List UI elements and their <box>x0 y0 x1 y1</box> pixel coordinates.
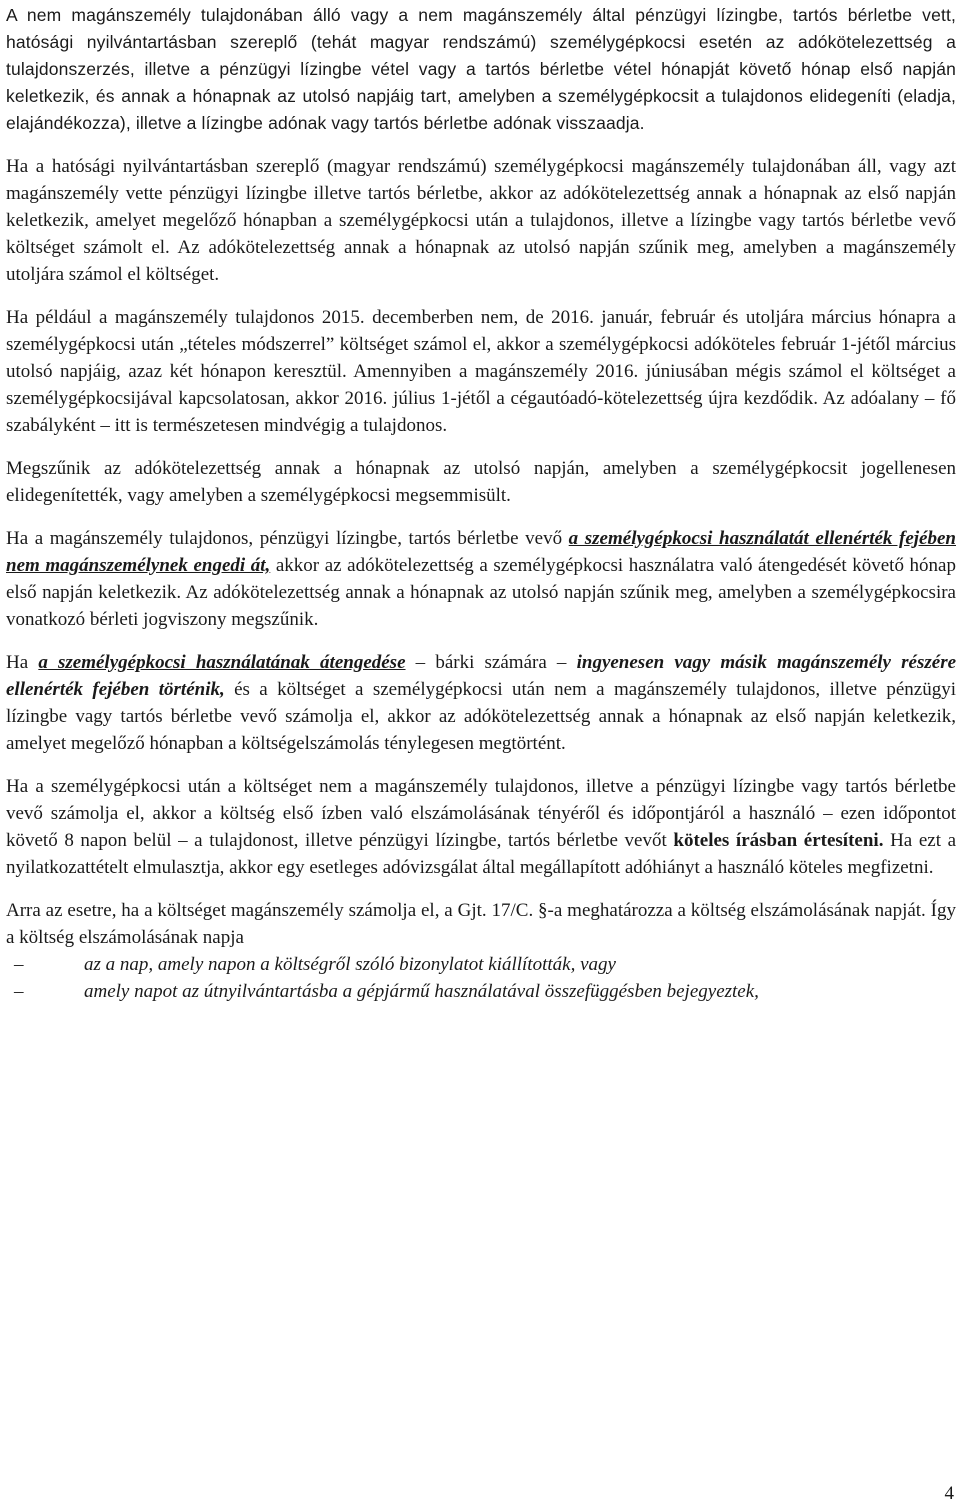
paragraph-transfer-for-consideration <box>6 525 956 633</box>
text-run: Ha <box>6 652 39 673</box>
page-number: 4 <box>944 1483 954 1504</box>
paragraph-tax-obligation-individual: Ha a hatósági nyilvántartásban szereplő (magyar rendszámú) személygépkocsi magánszemély tulajdonában áll, vagy azt magánszemély vette pénzügyi lízingbe illetve tartós bérletbe, akkor az adókötelezettség annak a hónapnak az első napján keletkezik, amelyet megelőző hónapban a személygépkocsi után a tulajdonos, illetve a lízingbe vagy tartós bérletbe vevő költséget számolt el. Az adókötelezettség annak a hónapnak az utolsó napján szűnik meg, amelyben a magánszemély utoljára számol el költséget. <box>6 156 956 285</box>
paragraph-example: Ha például a magánszemély tulajdonos 2015. decemberben nem, de 2016. január, február és utoljára március hónapra a személygépkocsi után „tételes módszerrel” költséget számol el, akkor a személygépkocsi adóköteles február 1-jétől március utolsó napjáig, azaz két hónapon keresztül. Amennyiben a magánszemély 2016. júniusában mégis számol el költséget a személygépkocsijával kapcsolatosan, akkor 2016. július 1-jétől a cégautóadó-kötelezettség újra kezdődik. Az adóalany – fő szabályként – itt is természetesen mindvégig a tulajdonos. <box>6 307 956 436</box>
paragraph-cost-date: Arra az esetre, ha a költséget magánszemély számolja el, a Gjt. 17/C. §-a meghatározza a költség elszámolásának napját. Így a költség elszámolásának napja <box>6 900 956 948</box>
text-run: és a költséget a személygépkocsi után nem a magánszemély tulajdonos, illetve pénzügyi lízingbe vagy tartós bérletbe vevő számolja el, akkor az adókötelezettség annak a hónapnak az első napján keletkezik, amelyet megelőző hónapban a költségelszámolás ténylegesen megtörtént. <box>6 679 956 754</box>
text-run: – bárki számára – <box>405 652 577 673</box>
text-run: Ha a személygépkocsi után a költséget nem a magánszemély tulajdonos, illetve a pénzügyi lízingbe vagy tartós bérletbe vevő számolja el, akkor a költség első ízben való elszámolásának tényéről és időpontjáról a használó – ezen időpontot követő 8 napon belül – a tulajdonost, illetve pénzügyi lízingbe, tartós bérletbe vevőt <box>6 776 956 851</box>
emphasis-run: a személygépkocsi használatának átengedése <box>38 652 406 673</box>
dash-marker: – <box>14 954 24 975</box>
text-run: akkor az adókötelezettség a személygépkocsi használatra való átengedését követő hónap első napján keletkezik. Az adókötelezettség annak a hónapnak az utolsó napján szűnik meg, amelyben a személygépkocsira vonatkozó bérleti jogviszony megszűnik. <box>6 555 956 630</box>
text-run: Ha a magánszemély tulajdonos, pénzügyi lízingbe, tartós bérletbe vevő <box>6 528 569 549</box>
list-item <box>6 951 956 978</box>
dash-marker: – <box>14 981 24 1002</box>
list-item <box>6 978 956 1005</box>
emphasis-run: ingyenesen vagy másik magánszemély részére ellenérték fejében történik, <box>6 652 957 700</box>
paragraph-tax-obligation-non-individual: A nem magánszemély tulajdonában álló vagy a nem magánszemély által pénzügyi lízingbe, tartós bérletbe vett, hatósági nyilvántartásban szereplő (tehát magyar rendszámú) személygépkocsi esetén az adókötelezettség a tulajdonszerzés, illetve a pénzügyi lízingbe vétel vagy a tartós bérletbe vétel hónapját követő hónap első napján keletkezik, és annak a hónapnak az utolsó napjáig tart, amelyben a személygépkocsit a tulajdonos elidegeníti (eladja, elajándékozza), illetve a lízingbe adónak vagy tartós bérletbe adónak visszaadja. <box>6 5 956 133</box>
paragraph-free-transfer <box>6 649 956 757</box>
bold-run: köteles írásban értesíteni. <box>673 830 884 851</box>
cost-date-list <box>6 951 956 1005</box>
list-item-text: amely napot az útnyilvántartásba a gépjármű használatával összefüggésben bejegyeztek, <box>84 981 759 1002</box>
list-item-text: az a nap, amely napon a költségről szóló bizonylatot kiállították, vagy <box>84 954 616 975</box>
paragraph-termination: Megszűnik az adókötelezettség annak a hónapnak az utolsó napján, amelyben a személygépkocsit jogellenesen elidegenítették, vagy amelyben a személygépkocsi megsemmisült. <box>6 458 956 506</box>
paragraph-notification-duty <box>6 773 956 881</box>
emphasis-run: a személygépkocsi használatát ellenérték fejében nem magánszemélynek engedi át, <box>6 528 956 576</box>
text-run: Ha ezt a nyilatkozattételt elmulasztja, akkor egy esetleges adóvizsgálat által megállapított adóhiányt a használó köteles megfizetni. <box>6 830 957 878</box>
